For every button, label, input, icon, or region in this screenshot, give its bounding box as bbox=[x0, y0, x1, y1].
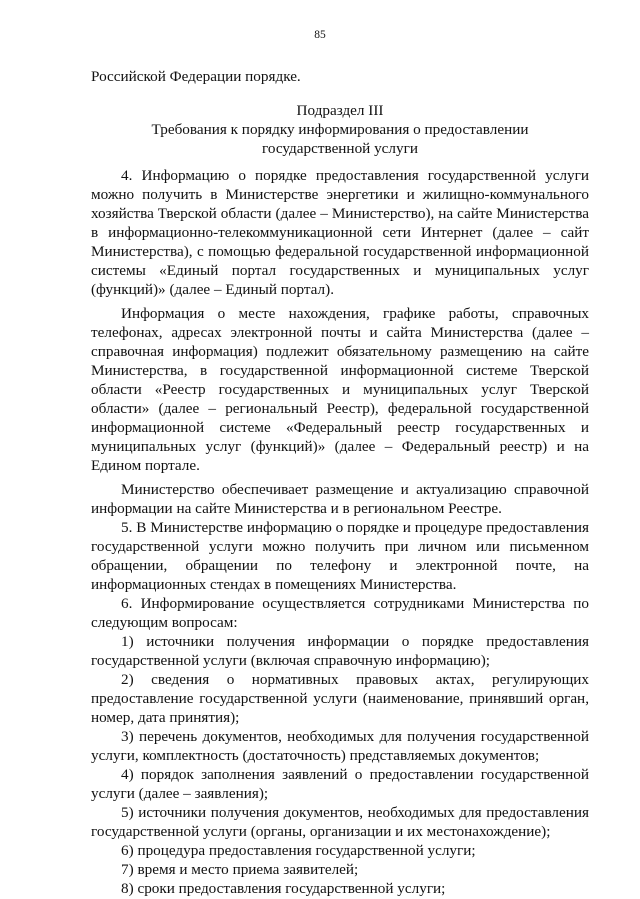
list-item-2: 2) сведения о нормативных правовых актах, регулирующих предоставление государственной услуги (наименование, принявший орган, номер, дата принятия); bbox=[91, 671, 589, 726]
list-item-8: 8) сроки предоставления государственной услуги; bbox=[121, 880, 446, 897]
list-item-1: 1) источники получения информации о порядке предоставления государственной услуги (включая справочную информацию); bbox=[91, 633, 589, 669]
list-item-7: 7) время и место приема заявителей; bbox=[121, 861, 359, 878]
paragraph-4: 4. Информацию о порядке предоставления государственной услуги можно получить в Министерстве энергетики и жилищно-коммунального хозяйства Тверской области (далее – Министерство), на сайте Министерства в информационно-телекоммуникационной сети Интернет (далее – сайт Министерства), с помощью федеральной государственной информационной системы «Единый портал государственных и муниципальных услуг (функций)» (далее – Единый портал). bbox=[91, 167, 589, 298]
heading-line-3: государственной услуги bbox=[262, 140, 418, 157]
paragraph-6: 6. Информирование осуществляется сотрудниками Министерства по следующим вопросам: bbox=[91, 595, 589, 631]
paragraph-ministry-updates: Министерство обеспечивает размещение и актуализацию справочной информации на сайте Министерства и в региональном Реестре. bbox=[91, 481, 589, 517]
list-item-3: 3) перечень документов, необходимых для получения государственной услуги, комплектность (достаточность) представляемых документов; bbox=[91, 728, 589, 764]
lead-line: Российской Федерации порядке. bbox=[91, 68, 301, 85]
section-heading bbox=[91, 101, 589, 158]
list-item-6: 6) процедура предоставления государственной услуги; bbox=[121, 842, 476, 859]
paragraph-location-info: Информация о месте нахождения, графике работы, справочных телефонах, адресах электронной почты и сайта Министерства (далее – справочная информация) подлежит обязательному размещению на сайте Министерства, в государственной информационной системе Тверской области «Реестр государственных и муниципальных услуг Тверской области» (далее – региональный Реестр), федеральной государственной информационной системе «Федеральный реестр государственных и муниципальных услуг (функций)» (далее – Федеральный реестр) и на Едином портале. bbox=[91, 305, 589, 474]
list-item-4: 4) порядок заполнения заявлений о предоставлении государственной услуги (далее – заявления); bbox=[91, 766, 589, 802]
heading-line-2: Требования к порядку информирования о предоставлении bbox=[151, 121, 529, 138]
body-text bbox=[91, 166, 589, 898]
paragraph-5: 5. В Министерстве информацию о порядке и процедуре предоставления государственной услуги можно получить при личном или письменном обращении, обращении по телефону и электронной почте, на информационных стендах в помещениях Министерства. bbox=[91, 519, 589, 593]
list-item-5: 5) источники получения документов, необходимых для предоставления государственной услуги (органы, организации и их местонахождение); bbox=[91, 804, 589, 840]
page-number: 85 bbox=[314, 29, 326, 41]
heading-line-1: Подраздел III bbox=[296, 102, 384, 119]
